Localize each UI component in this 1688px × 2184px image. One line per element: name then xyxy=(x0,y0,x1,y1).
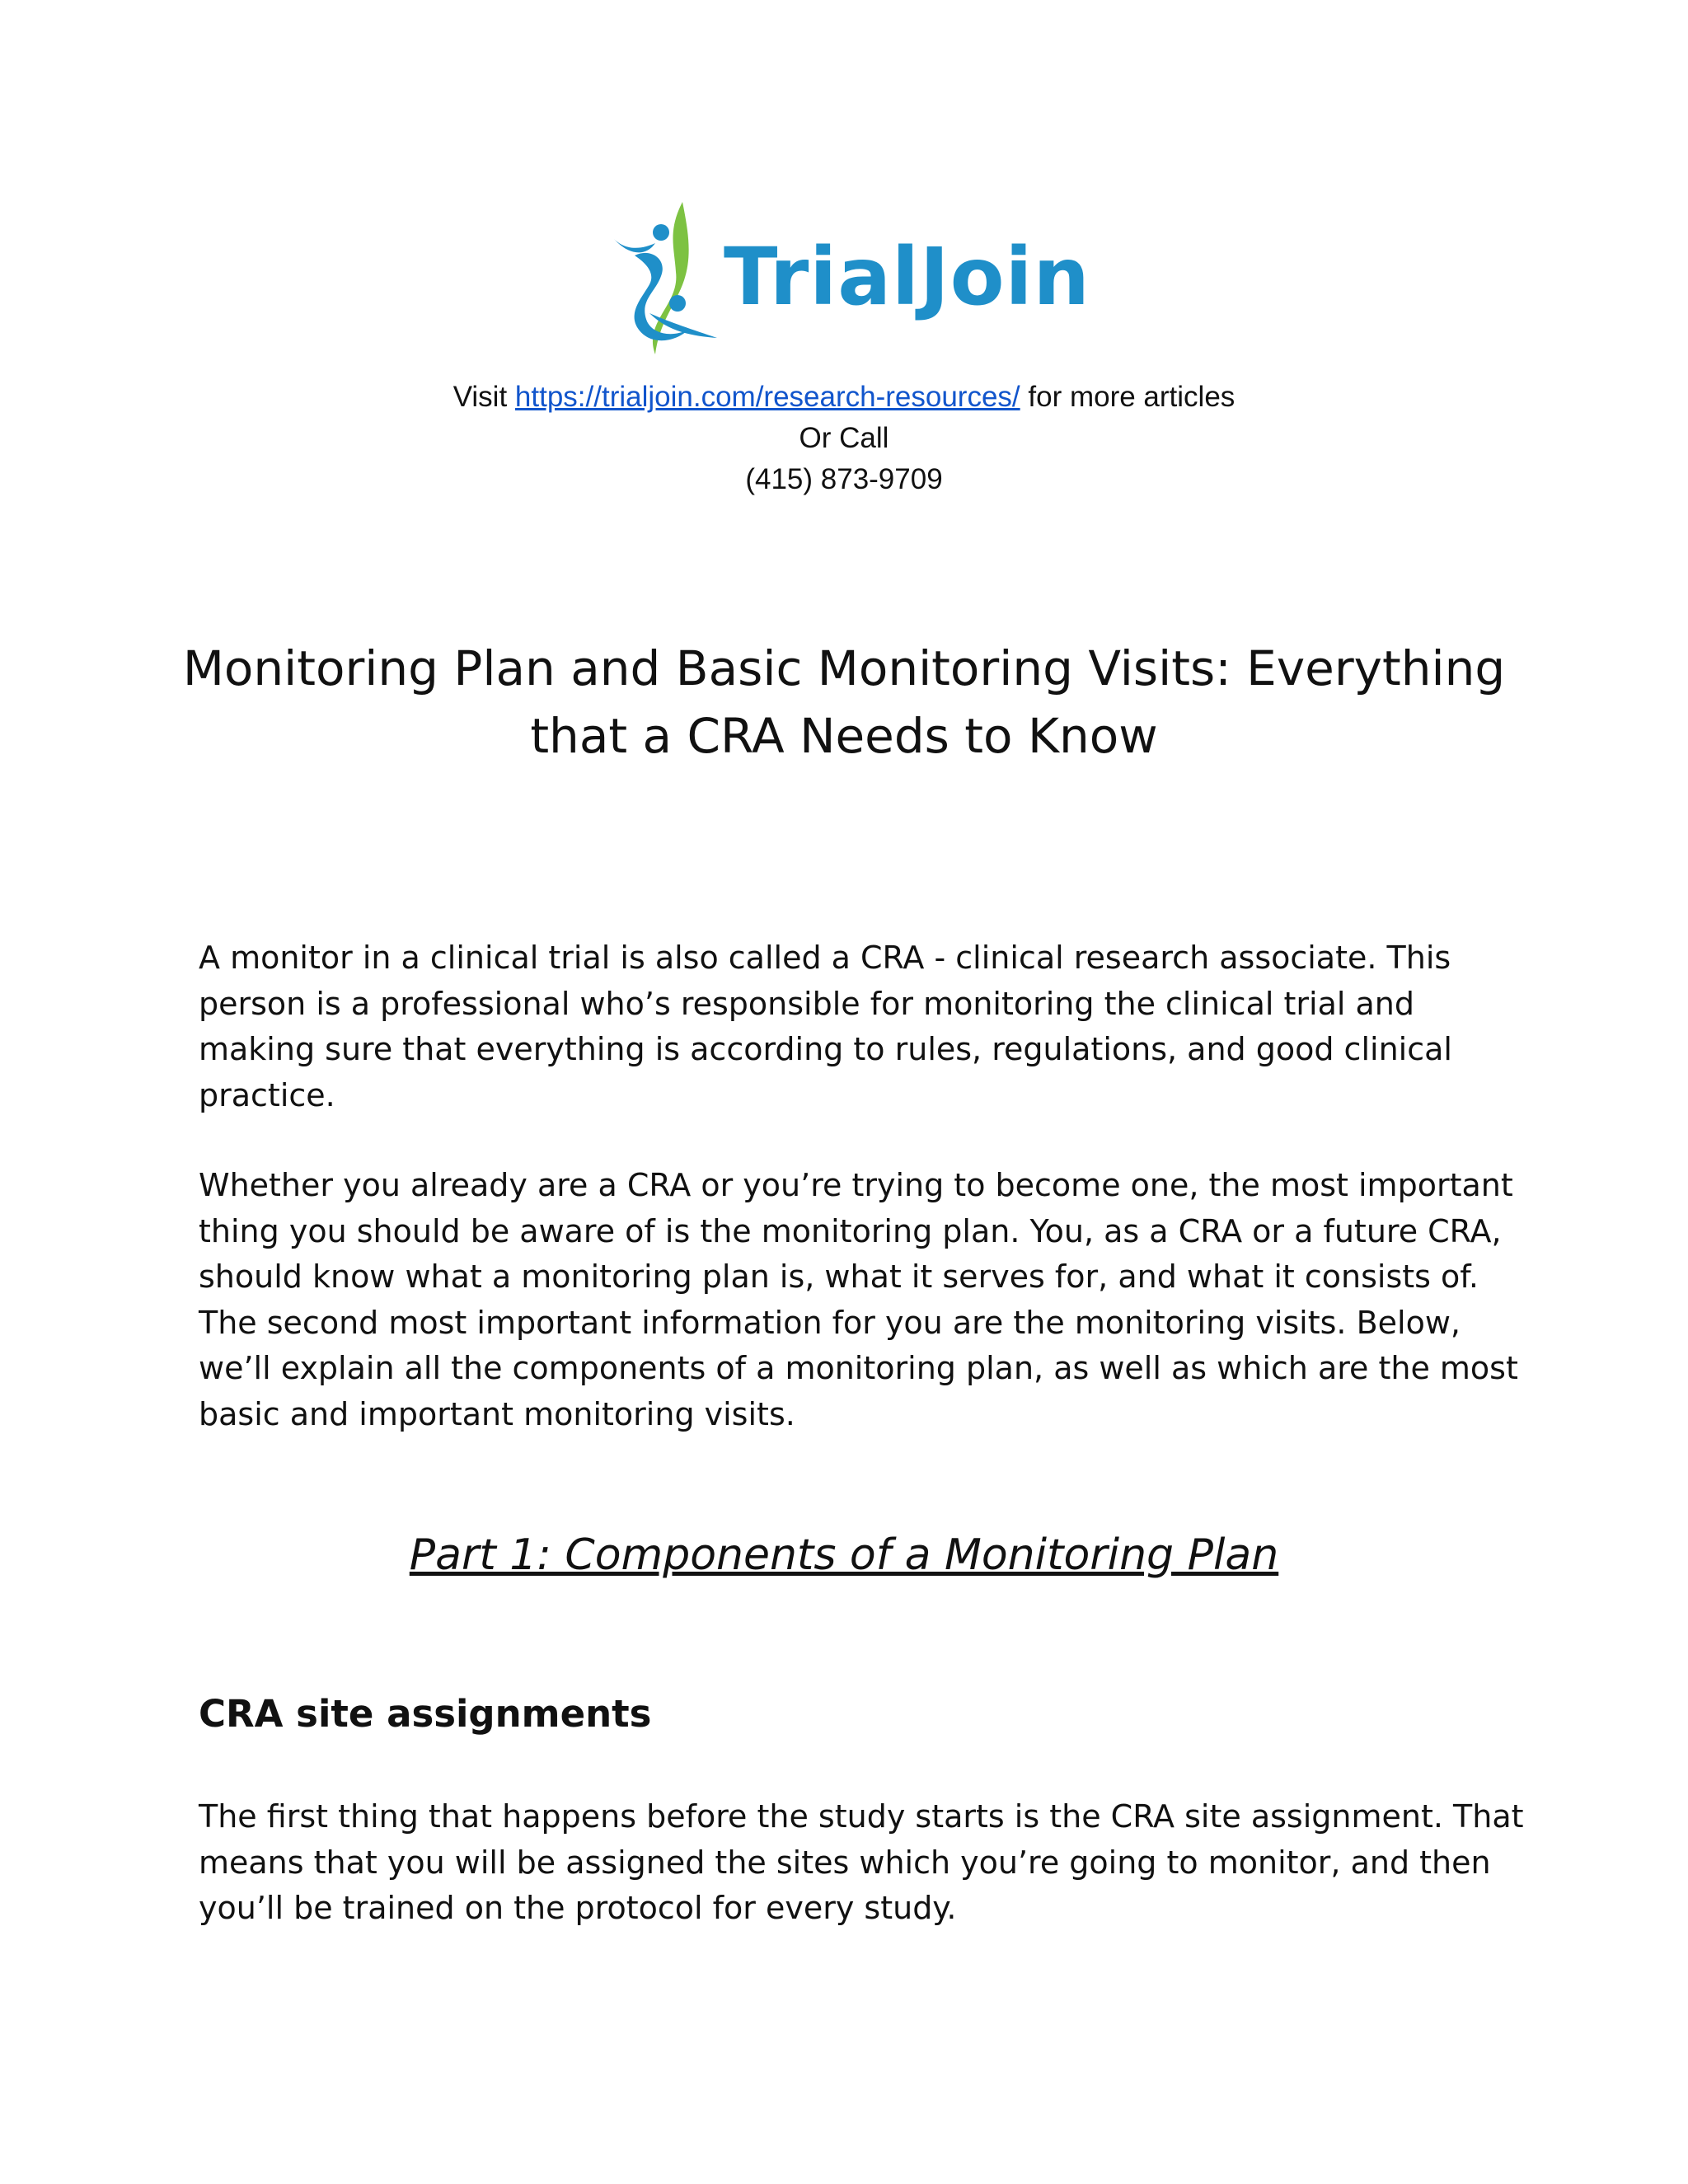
visit-line xyxy=(0,377,1688,418)
research-resources-link[interactable]: https://trialjoin.com/research-resources/ xyxy=(514,381,1020,413)
intro-paragraph-1 xyxy=(199,935,1517,1118)
text-line: means that you will be assigned the sites which you’re going to monitor, and then xyxy=(199,1844,1491,1881)
text-line: Whether you already are a CRA or you’re trying to become one, the most important xyxy=(199,1167,1513,1203)
visit-suffix: for more articles xyxy=(1028,381,1236,413)
text-line: A monitor in a clinical trial is also called a CRA - clinical research associate. This xyxy=(199,940,1451,976)
text-line: should know what a monitoring plan is, what it serves for, and what it consists of. xyxy=(199,1258,1479,1295)
text-line: making sure that everything is according to rules, regulations, and good clinical xyxy=(199,1031,1452,1067)
trialjoin-logo xyxy=(610,198,1090,363)
title-line: that a CRA Needs to Know xyxy=(530,708,1158,764)
text-line: person is a professional who’s responsible for monitoring the clinical trial and xyxy=(199,985,1414,1022)
text-line: practice. xyxy=(199,1076,335,1113)
phone-number: (415) 873-9709 xyxy=(745,463,943,495)
intro-paragraph-2 xyxy=(199,1163,1517,1437)
text-line: basic and important monitoring visits. xyxy=(199,1395,795,1432)
part-1-heading: Part 1: Components of a Monitoring Plan xyxy=(409,1530,1279,1580)
page-title xyxy=(124,635,1564,770)
visit-prefix: Visit xyxy=(452,381,508,413)
text-line: The second most important information for you are the monitoring visits. Below, xyxy=(199,1304,1461,1341)
logo-wordmark: TrialJoin xyxy=(724,231,1090,323)
cra-site-assignments-heading: CRA site assignments xyxy=(199,1692,652,1736)
title-line: Monitoring Plan and Basic Monitoring Visits: Everything xyxy=(182,640,1506,696)
text-line: you’ll be trained on the protocol for every study. xyxy=(199,1890,957,1926)
trialjoin-figure-icon xyxy=(610,198,725,363)
cra-site-assignments-paragraph xyxy=(199,1794,1524,1932)
or-call-text: Or Call xyxy=(799,422,889,454)
text-line: we’ll explain all the components of a monitoring plan, as well as which are the most xyxy=(199,1350,1518,1386)
text-line: thing you should be aware of is the monitoring plan. You, as a CRA or a future CRA, xyxy=(199,1212,1502,1249)
text-line: The first thing that happens before the study starts is the CRA site assignment. That xyxy=(199,1798,1524,1835)
